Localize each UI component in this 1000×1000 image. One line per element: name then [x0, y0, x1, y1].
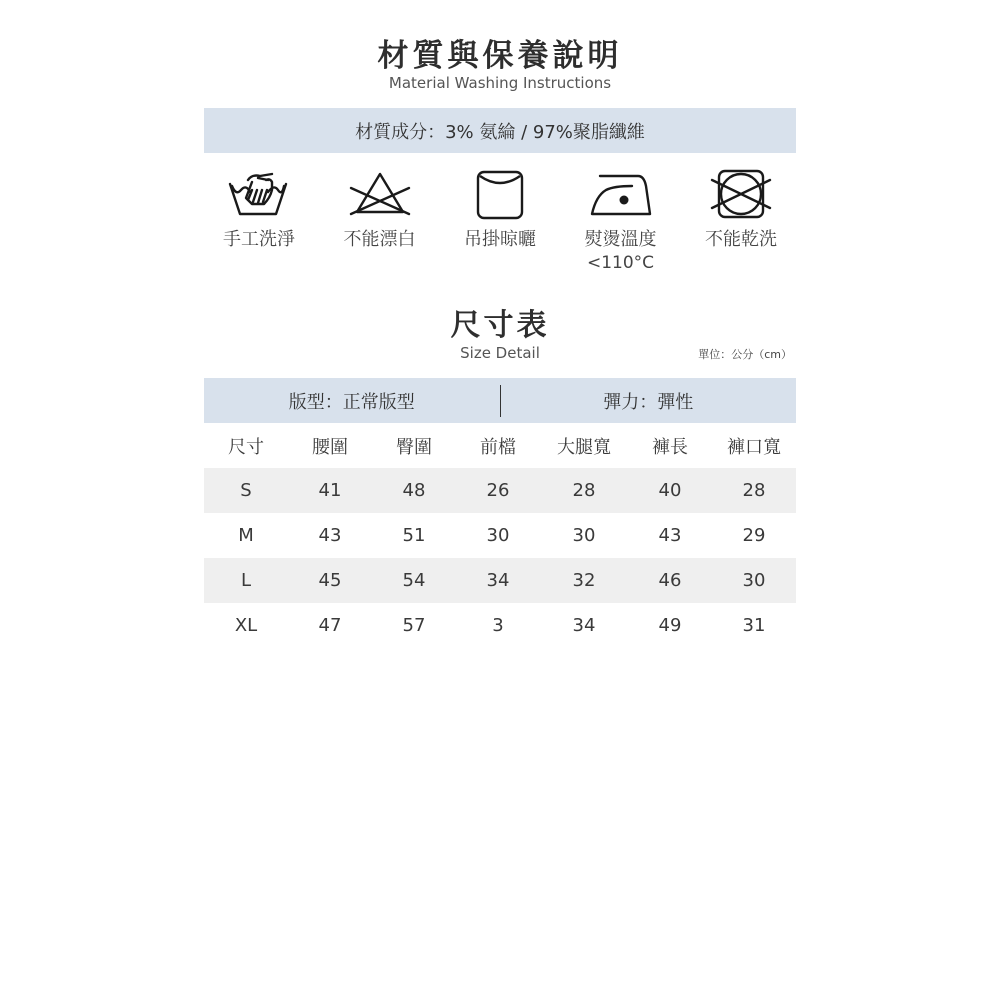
material-title-en: Material Washing Instructions — [388, 74, 612, 92]
material-title-cn: 材質與保養說明 — [377, 38, 623, 74]
unit-note: 單位：公分（cm） — [698, 348, 792, 361]
care-item-hand-wash — [204, 168, 314, 274]
table-cell: 49 — [658, 615, 682, 636]
care-label-no-dry-clean: 不能乾洗 — [705, 229, 777, 250]
table-cell: 26 — [456, 468, 540, 513]
table-cell: 51 — [402, 525, 426, 546]
care-item-iron — [566, 168, 676, 274]
fit-type-text: 版型：正常版型 — [288, 391, 415, 413]
material-composition-band — [204, 108, 796, 153]
table-cell: 46 — [628, 558, 712, 603]
care-label-line-dry: 吊掛晾曬 — [464, 229, 536, 250]
material-composition-text: 材質成分：3% 氨綸 / 97%聚脂纖維 — [355, 121, 645, 143]
table-cell: XL — [234, 615, 258, 636]
header-leg-opening: 褲口寬 — [727, 436, 781, 458]
care-label-iron: 熨燙溫度 — [584, 229, 657, 250]
material-section-title — [204, 38, 796, 92]
size-table-header-row — [204, 423, 796, 468]
table-cell: 48 — [372, 468, 456, 513]
table-cell: 30 — [572, 525, 596, 546]
header-pants-length: 褲長 — [652, 436, 688, 458]
header-hip: 臀圍 — [396, 436, 432, 458]
table-cell: 34 — [456, 558, 540, 603]
table-cell: 34 — [572, 615, 596, 636]
table-cell: 30 — [712, 558, 796, 603]
table-cell: 29 — [742, 525, 766, 546]
table-cell: 30 — [486, 525, 510, 546]
no-bleach-icon — [345, 168, 415, 220]
table-row — [204, 513, 796, 558]
size-title-cn: 尺寸表 — [450, 308, 550, 343]
table-cell: 43 — [318, 525, 342, 546]
table-cell: L — [204, 558, 288, 603]
table-row — [204, 558, 796, 603]
header-front-rise: 前檔 — [480, 436, 516, 458]
table-cell: 47 — [318, 615, 342, 636]
care-item-no-bleach — [325, 168, 435, 274]
table-cell: 54 — [372, 558, 456, 603]
care-item-line-dry — [445, 168, 555, 274]
table-cell: 3 — [492, 615, 504, 636]
size-table — [204, 423, 796, 648]
table-cell: S — [204, 468, 288, 513]
table-row — [204, 468, 796, 513]
fit-elasticity-band — [204, 378, 796, 423]
care-sub-iron-temp: <110°C — [586, 253, 655, 273]
line-dry-icon — [465, 168, 535, 220]
care-item-no-dry-clean — [686, 168, 796, 274]
care-instructions-row — [204, 168, 796, 274]
table-cell: 31 — [742, 615, 766, 636]
table-cell: 45 — [288, 558, 372, 603]
table-cell: M — [238, 525, 254, 546]
care-label-no-bleach: 不能漂白 — [343, 229, 416, 250]
hand-wash-icon — [224, 168, 294, 220]
table-cell: 40 — [628, 468, 712, 513]
table-cell: 41 — [288, 468, 372, 513]
header-waist: 腰圍 — [312, 436, 348, 458]
table-row — [204, 603, 796, 648]
header-size: 尺寸 — [228, 436, 264, 458]
elasticity-text: 彈力：彈性 — [603, 391, 694, 413]
table-cell: 43 — [658, 525, 682, 546]
no-dry-clean-icon — [706, 168, 776, 220]
size-title-en: Size Detail — [460, 344, 540, 362]
care-label-hand-wash: 手工洗淨 — [223, 229, 295, 250]
table-cell: 28 — [540, 468, 628, 513]
table-cell: 28 — [712, 468, 796, 513]
iron-icon — [586, 168, 656, 220]
table-cell: 32 — [540, 558, 628, 603]
header-thigh-width: 大腿寬 — [557, 436, 611, 458]
table-cell: 57 — [402, 615, 426, 636]
